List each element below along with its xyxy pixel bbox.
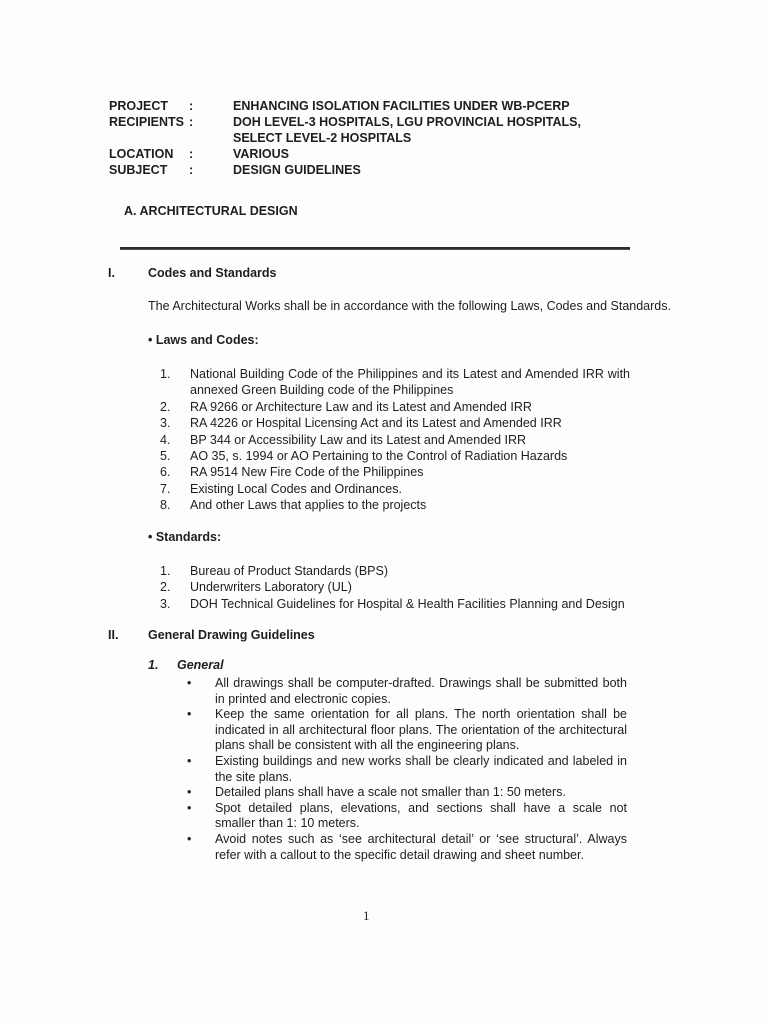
list-number: 4.: [160, 432, 171, 447]
list-item: [148, 366, 630, 399]
bullet-icon: •: [187, 831, 192, 846]
list-number: 1.: [160, 564, 171, 578]
header-value: ENHANCING ISOLATION FACILITIES UNDER WB-PCERP: [233, 99, 570, 113]
bullet-icon: •: [187, 676, 192, 690]
header-separator: :: [189, 147, 194, 161]
list-text: RA 4226 or Hospital Licensing Act and its Latest and Amended IRR: [190, 416, 562, 431]
list-text: Avoid notes such as ‘see architectural detail’ or ‘see structural’. Always refer with a callout to the specific detail drawing and sheet number.: [215, 831, 627, 862]
list-number: 2.: [160, 580, 171, 595]
list-item: [148, 481, 630, 497]
section-2-numeral: II.: [108, 628, 119, 642]
list-text: Spot detailed plans, elevations, and sections shall have a scale not smaller than 1: 10 meters.: [215, 800, 627, 831]
standards-list: [148, 563, 630, 612]
header-key: LOCATION: [109, 147, 174, 161]
document-header: [109, 98, 653, 178]
header-value: DESIGN GUIDELINES: [233, 163, 361, 177]
list-text: Detailed plans shall have a scale not smaller than 1: 50 meters.: [215, 785, 566, 800]
list-text: And other Laws that applies to the projects: [190, 498, 427, 513]
list-item: [148, 579, 630, 595]
list-text: Underwriters Laboratory (UL): [190, 580, 352, 595]
header-row-subject: [109, 162, 653, 178]
bullet-icon: •: [187, 753, 192, 768]
section-1-intro: The Architectural Works shall be in accordance with the following Laws, Codes and Standards.: [148, 299, 671, 313]
header-separator: :: [189, 115, 194, 129]
list-text: National Building Code of the Philippines and its Latest and Amended IRR with annexed Green Building code of the Philippines: [190, 367, 630, 398]
header-value: DOH LEVEL-3 HOSPITALS, LGU PROVINCIAL HOSPITALS, SELECT LEVEL-2 HOSPITALS: [233, 115, 581, 145]
bullet-icon: •: [187, 800, 192, 815]
list-item: [148, 415, 630, 431]
section-2-title: General Drawing Guidelines: [148, 628, 315, 642]
list-text: AO 35, s. 1994 or AO Pertaining to the Control of Radiation Hazards: [190, 449, 568, 464]
bullet-icon: •: [187, 707, 192, 722]
list-text: DOH Technical Guidelines for Hospital & Health Facilities Planning and Design: [190, 596, 625, 611]
page-number: 1: [363, 908, 370, 923]
standards-heading: • Standards:: [148, 530, 222, 544]
section-1-numeral: I.: [108, 266, 115, 280]
general-guidelines-list: [187, 676, 627, 863]
list-number: 3.: [160, 596, 171, 611]
list-item: [148, 497, 630, 513]
laws-list: [148, 366, 630, 514]
header-separator: :: [189, 99, 194, 113]
header-row-location: [109, 146, 653, 162]
list-number: 6.: [160, 465, 171, 480]
list-item: [148, 399, 630, 415]
header-separator: :: [189, 163, 194, 177]
horizontal-rule: [120, 247, 630, 250]
list-number: 7.: [160, 481, 171, 496]
list-text: RA 9514 New Fire Code of the Philippines: [190, 465, 424, 480]
list-item: [187, 785, 627, 801]
header-value: VARIOUS: [233, 147, 290, 161]
list-item: [148, 448, 630, 464]
bullet-icon: •: [187, 785, 192, 800]
header-row-project: [109, 98, 653, 114]
list-item: [187, 801, 627, 832]
subsection-title: General: [177, 658, 224, 672]
section-1-title: Codes and Standards: [148, 266, 277, 280]
list-text: RA 9266 or Architecture Law and its Latest and Amended IRR: [190, 399, 532, 414]
list-number: 2.: [160, 399, 171, 414]
list-number: 3.: [160, 416, 171, 431]
list-text: BP 344 or Accessibility Law and its Latest and Amended IRR: [190, 432, 527, 447]
header-row-recipients: [109, 114, 653, 146]
list-text: Bureau of Product Standards (BPS): [190, 564, 389, 578]
list-number: 1.: [160, 367, 171, 381]
header-key: SUBJECT: [109, 163, 168, 177]
list-item: [148, 563, 630, 579]
list-number: 5.: [160, 449, 171, 464]
list-text: All drawings shall be computer-drafted. Drawings shall be submitted both in printed and electronic copies.: [215, 676, 627, 706]
section-a-title: A. ARCHITECTURAL DESIGN: [124, 204, 298, 218]
header-key: PROJECT: [109, 99, 169, 113]
list-item: [187, 707, 627, 754]
list-item: [187, 676, 627, 707]
list-item: [187, 832, 627, 863]
list-text: Keep the same orientation for all plans. The north orientation shall be indicated in all architectural floor plans. The orientation of the architectural plans shall be consistent with all the engineering plans.: [215, 707, 627, 753]
list-number: 8.: [160, 498, 171, 513]
laws-heading: • Laws and Codes:: [148, 333, 259, 347]
list-item: [148, 464, 630, 480]
list-item: [187, 754, 627, 785]
list-text: Existing buildings and new works shall be clearly indicated and labeled in the site plans.: [215, 753, 627, 784]
header-key: RECIPIENTS: [109, 115, 185, 129]
list-text: Existing Local Codes and Ordinances.: [190, 481, 402, 496]
subsection-number: 1.: [148, 658, 159, 672]
list-item: [148, 596, 630, 612]
list-item: [148, 432, 630, 448]
